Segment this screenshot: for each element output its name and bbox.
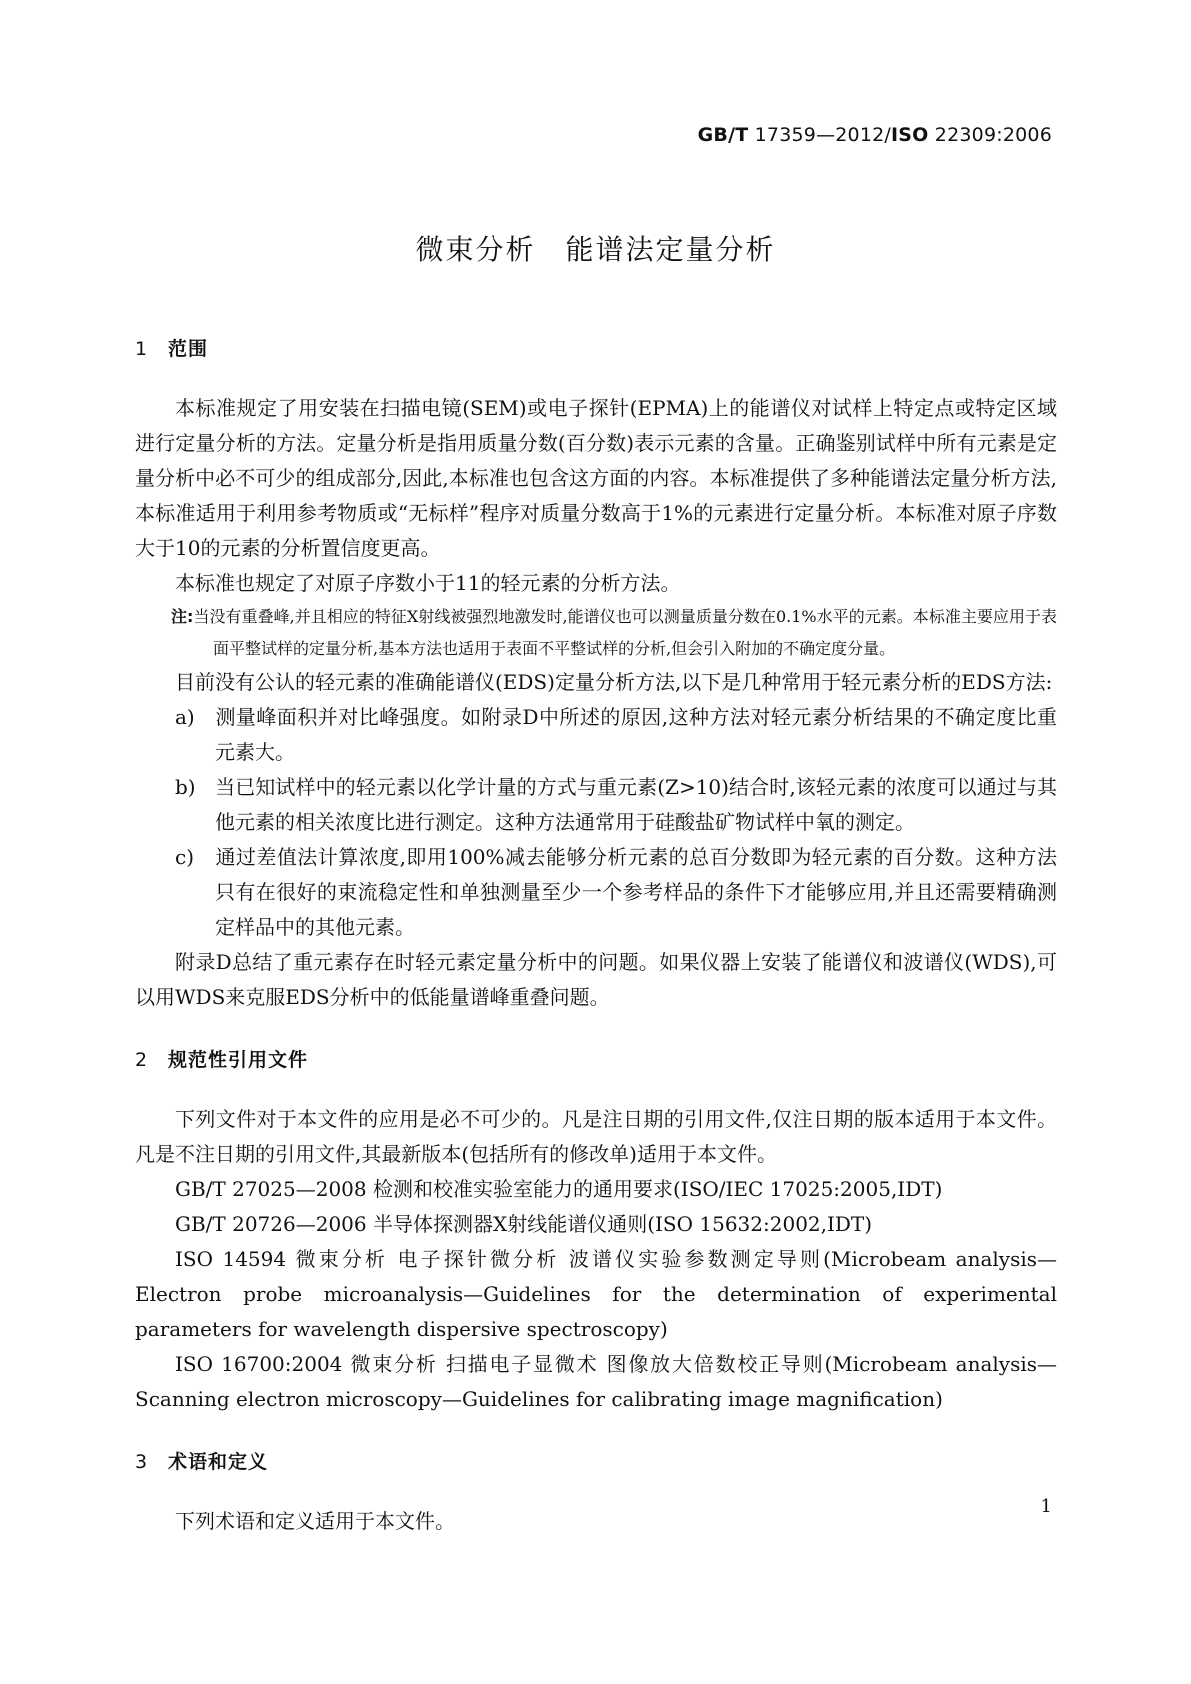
- title-part-2: 能谱法定量分析: [565, 233, 776, 266]
- section-1-heading: [135, 332, 1057, 367]
- note-text: 当没有重叠峰,并且相应的特征X射线被强烈地激发时,能谱仪也可以测量质量分数在0.1%水平的元素。本标准主要应用于表面平整试样的定量分析,基本方法也适用于表面不平整试样的分析,但会引入附加的不确定度分量。: [193, 607, 1057, 658]
- list-item-c: [175, 840, 1057, 945]
- document-title: [0, 228, 1191, 268]
- reference-1: GB/T 27025—2008 检测和校准实验室能力的通用要求(ISO/IEC 17025:2005,IDT): [175, 1177, 943, 1201]
- standard-code-number: 17359—2012/: [754, 124, 892, 146]
- section-2-heading: [135, 1043, 1057, 1078]
- section-1-paragraph-4: 附录D总结了重元素存在时轻元素定量分析中的问题。如果仪器上安装了能谱仪和波谱仪(WDS),可以用WDS来克服EDS分析中的低能量谱峰重叠问题。: [135, 950, 1057, 1009]
- section-1-title: 范围: [168, 338, 209, 360]
- section-1-paragraph-3: 目前没有公认的轻元素的准确能谱仪(EDS)定量分析方法,以下是几种常用于轻元素分析的EDS方法:: [175, 670, 1053, 694]
- list-marker: b): [175, 775, 196, 799]
- section-1-number: 1: [135, 338, 149, 360]
- list-item-b: [175, 770, 1057, 840]
- standard-code-prefix: GB/T: [697, 124, 749, 146]
- section-3-number: 3: [135, 1451, 149, 1473]
- section-2-paragraph-1: 下列文件对于本文件的应用是必不可少的。凡是注日期的引用文件,仅注日期的版本适用于本文件。凡是不注日期的引用文件,其最新版本(包括所有的修改单)适用于本文件。: [135, 1107, 1057, 1166]
- section-1-paragraph-1: 本标准规定了用安装在扫描电镜(SEM)或电子探针(EPMA)上的能谱仪对试样上特定点或特定区域进行定量分析的方法。定量分析是指用质量分数(百分数)表示元素的含量。正确鉴别试样中所有元素是定量分析中必不可少的组成部分,因此,本标准也包含这方面的内容。本标准提供了多种能谱法定量分析方法,本标准适用于利用参考物质或“无标样”程序对质量分数高于1%的元素进行定量分析。本标准对原子序数大于10的元素的分析置信度更高。: [135, 396, 1057, 560]
- title-part-1: 微束分析: [415, 233, 536, 266]
- section-2-title: 规范性引用文件: [168, 1049, 309, 1071]
- standard-code-iso: ISO: [891, 124, 929, 146]
- section-3-paragraph-1: 下列术语和定义适用于本文件。: [175, 1509, 455, 1533]
- list-marker: c): [175, 845, 195, 869]
- list-item-text: 当已知试样中的轻元素以化学计量的方式与重元素(Z>10)结合时,该轻元素的浓度可以通过与其他元素的相关浓度比进行测定。这种方法通常用于硅酸盐矿物试样中氧的测定。: [215, 775, 1057, 834]
- page-number: 1: [1040, 1496, 1052, 1517]
- document-body: [135, 332, 1057, 1539]
- reference-2: GB/T 20726—2006 半导体探测器X射线能谱仪通则(ISO 15632:2002,IDT): [175, 1212, 873, 1236]
- section-1-note: [171, 601, 1057, 665]
- section-3-heading: [135, 1445, 1057, 1480]
- section-1-paragraph-2: 本标准也规定了对原子序数小于11的轻元素的分析方法。: [175, 571, 681, 595]
- section-3-title: 术语和定义: [168, 1451, 269, 1473]
- standard-code-iso-number: 22309:2006: [934, 124, 1052, 146]
- list-marker: a): [175, 705, 195, 729]
- reference-3: ISO 14594 微束分析 电子探针微分析 波谱仪实验参数测定导则(Microbeam analysis—Electron probe microanalysis—Guidelines for the determination of experimental parameters for wavelength dispersive spectroscopy): [135, 1247, 1057, 1341]
- list-item-text: 通过差值法计算浓度,即用100%减去能够分析元素的总百分数即为轻元素的百分数。这种方法只有在很好的束流稳定性和单独测量至少一个参考样品的条件下才能够应用,并且还需要精确测定样品中的其他元素。: [215, 845, 1057, 939]
- note-label: 注:: [171, 607, 194, 626]
- list-item-a: [175, 700, 1057, 770]
- section-2-number: 2: [135, 1049, 149, 1071]
- list-item-text: 测量峰面积并对比峰强度。如附录D中所述的原因,这种方法对轻元素分析结果的不确定度比重元素大。: [215, 705, 1057, 764]
- reference-4: ISO 16700:2004 微束分析 扫描电子显微术 图像放大倍数校正导则(Microbeam analysis—Scanning electron microscopy—Guidelines for calibrating image magnification): [135, 1352, 1057, 1411]
- standard-code: [698, 124, 1052, 146]
